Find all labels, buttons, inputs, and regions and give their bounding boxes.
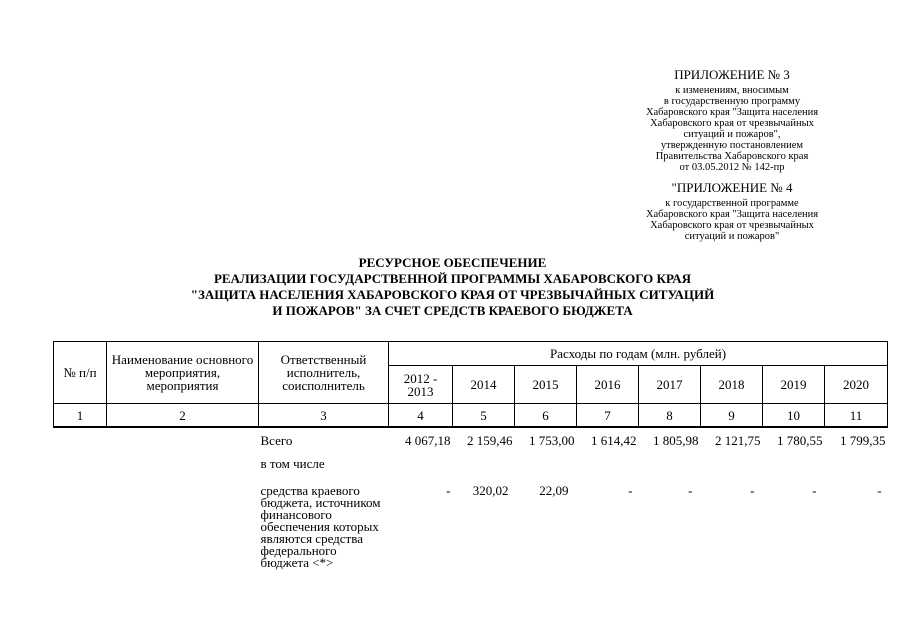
document-title-line: РЕАЛИЗАЦИИ ГОСУДАРСТВЕННОЙ ПРОГРАММЫ ХАБАРОВСКОГО КРАЯ	[213, 271, 692, 286]
table-cell: 2 159,46	[467, 433, 513, 448]
column-number: 7	[577, 404, 639, 428]
row-label-including: в том числе	[260, 456, 325, 471]
appendix-3-line: Правительства Хабаровского края	[655, 150, 809, 162]
table-row	[54, 427, 888, 451]
header-year: 2020	[825, 366, 888, 404]
table-cell: -	[446, 483, 451, 498]
column-number: 2	[107, 404, 259, 428]
header-num: № п/п	[54, 342, 107, 404]
appendix-4-line: ситуаций и пожаров"	[684, 230, 780, 242]
appendix-3-title: ПРИЛОЖЕНИЕ № 3	[674, 67, 790, 82]
document-title	[80, 255, 825, 319]
header-year: 2012 - 2013	[389, 366, 453, 404]
appendix-3-line: к изменениям, вносимым	[675, 84, 789, 96]
header-responsible: Ответственный исполнитель, соисполнитель	[259, 342, 389, 404]
row-label-federal-funds: средства краевого бюджета, источником финансового обеспечения которых являются средства федерального бюджета <*>	[260, 483, 381, 570]
appendix-3-header	[614, 68, 850, 173]
table-cell: 1 799,35	[840, 433, 886, 448]
appendix-3-line: ситуаций и пожаров",	[683, 128, 781, 140]
table-cell: 320,02	[472, 483, 509, 498]
appendix-3-line: Хабаровского края от чрезвычайных	[650, 117, 814, 129]
table-cell: -	[628, 483, 633, 498]
appendix-4-line: к государственной программе	[665, 197, 799, 209]
column-number: 10	[763, 404, 825, 428]
table-cell: 2 121,75	[715, 433, 761, 448]
row-label-total: Всего	[260, 433, 293, 448]
appendix-3-line: в государственную программу	[663, 95, 801, 107]
header-year: 2017	[639, 366, 701, 404]
table-cell: 22,09	[539, 483, 569, 498]
column-number: 3	[259, 404, 389, 428]
column-number: 4	[389, 404, 453, 428]
appendix-4-title: "ПРИЛОЖЕНИЕ № 4	[671, 180, 793, 195]
table-row	[54, 475, 888, 569]
column-number: 6	[515, 404, 577, 428]
column-number: 8	[639, 404, 701, 428]
table-cell: 1 805,98	[653, 433, 699, 448]
table-cell: 1 753,00	[529, 433, 575, 448]
document-title-line: И ПОЖАРОВ" ЗА СЧЕТ СРЕДСТВ КРАЕВОГО БЮДЖЕТА	[272, 303, 633, 318]
header-year: 2014	[453, 366, 515, 404]
column-number: 9	[701, 404, 763, 428]
table-cell: -	[812, 483, 817, 498]
appendix-4-line: Хабаровского края "Защита населения	[645, 208, 819, 220]
appendix-3-line: от 03.05.2012 № 142-пр	[679, 161, 785, 173]
appendix-4-line: Хабаровского края от чрезвычайных	[650, 219, 814, 231]
table-row	[54, 451, 888, 475]
header-year: 2016	[577, 366, 639, 404]
appendix-3-line: Хабаровского края "Защита населения	[645, 106, 819, 118]
table-cell: 1 614,42	[591, 433, 637, 448]
header-year: 2019	[763, 366, 825, 404]
document-title-line: РЕСУРСНОЕ ОБЕСПЕЧЕНИЕ	[358, 255, 547, 270]
table-cell: 1 780,55	[777, 433, 823, 448]
table-cell: 4 067,18	[405, 433, 451, 448]
header-name: Наименование основного мероприятия, мероприятия	[107, 342, 259, 404]
table-cell: -	[750, 483, 755, 498]
header-year: 2018	[701, 366, 763, 404]
appendix-4-header	[614, 181, 850, 242]
column-number: 11	[825, 404, 888, 428]
table-cell: -	[877, 483, 882, 498]
appendix-3-line: утвержденную постановлением	[660, 139, 804, 151]
resource-table	[53, 341, 888, 569]
column-number: 5	[453, 404, 515, 428]
column-number: 1	[54, 404, 107, 428]
table-cell: -	[688, 483, 693, 498]
document-title-line: "ЗАЩИТА НАСЕЛЕНИЯ ХАБАРОВСКОГО КРАЯ ОТ ЧРЕЗВЫЧАЙНЫХ СИТУАЦИЙ	[190, 287, 715, 302]
header-expenses: Расходы по годам (млн. рублей)	[389, 342, 888, 366]
header-year: 2015	[515, 366, 577, 404]
